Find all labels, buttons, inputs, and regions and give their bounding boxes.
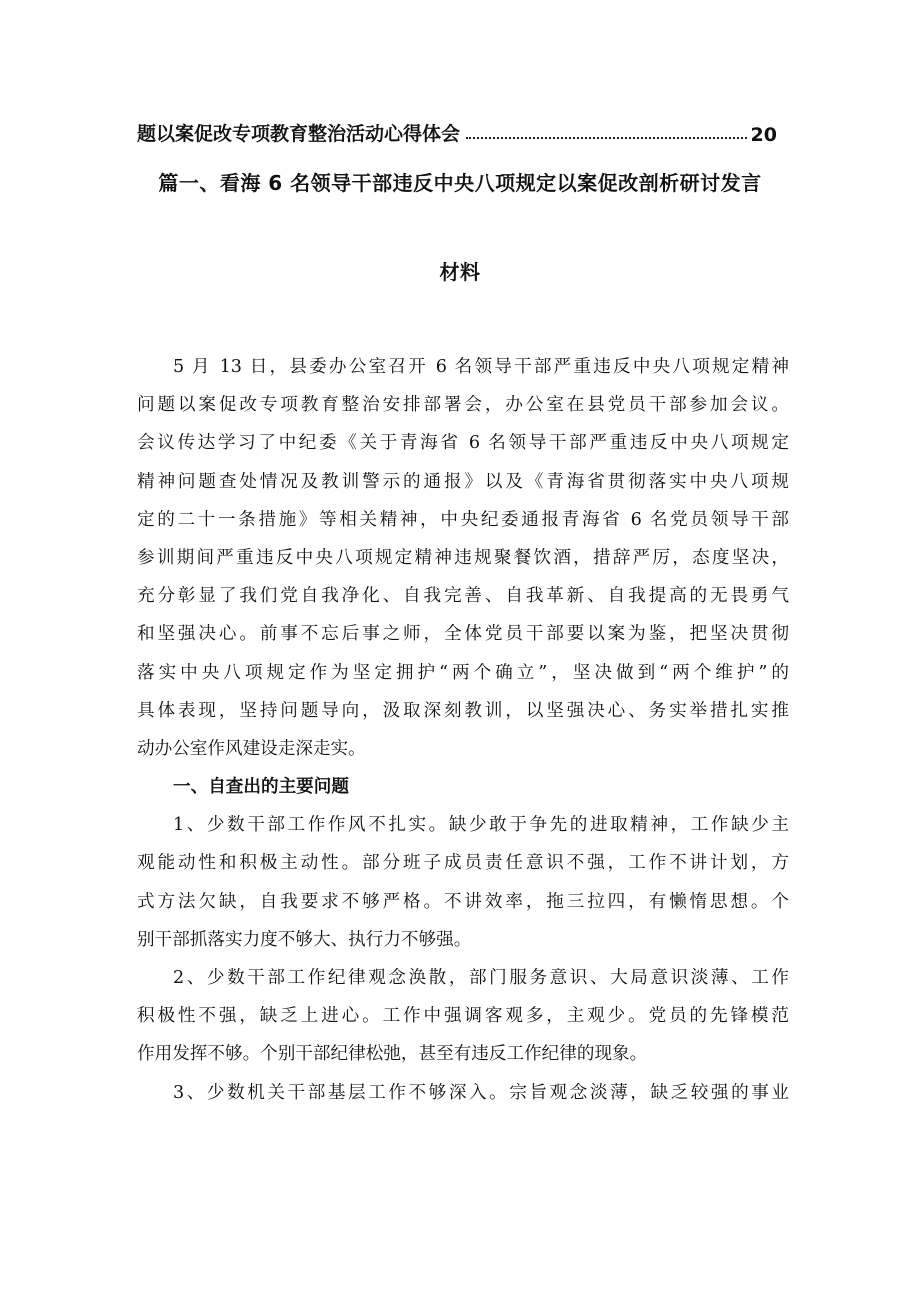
document-title-line-2: 材料 <box>439 260 481 284</box>
paragraph-line: 积极性不强，缺乏上进心。工作中强调客观多，主观少。党员的先锋模范 <box>137 1006 789 1027</box>
paragraph-line: 充分彰显了我们党自我净化、自我完善、自我革新、自我提高的无畏勇气 <box>137 586 789 607</box>
toc-page-number: 20 <box>750 124 777 146</box>
paragraph-line: 别干部抓落实力度不够大、执行力不够强。 <box>137 929 472 950</box>
paragraph-line: 5 月 13 日，县委办公室召开 6 名领导干部严重违反中央八项规定精神 <box>173 357 789 377</box>
paragraph-line: 3、少数机关干部基层工作不够深入。宗旨观念淡薄，缺乏较强的事业 <box>173 1082 789 1103</box>
document-body <box>137 348 789 1112</box>
toc-leader-dots <box>466 137 747 139</box>
paragraph-line: 参训期间严重违反中央八项规定精神违规聚餐饮酒，措辞严厉，态度坚决， <box>137 547 789 568</box>
paragraph-line: 2、少数干部工作纪律观念涣散，部门服务意识、大局意识淡薄、工作 <box>173 968 789 988</box>
document-title-line-1: 篇一、看海 6 名领导干部违反中央八项规定以案促改剖析研讨发言 <box>158 171 762 195</box>
toc-entry-text: 题以案促改专项教育整治活动心得体会 <box>137 123 461 145</box>
paragraph-line: 作用发挥不够。个别干部纪律松弛，甚至有违反工作纪律的现象。 <box>137 1044 648 1065</box>
paragraph-line: 观能动性和积极主动性。部分班子成员责任意识不强，工作不讲计划，方 <box>137 853 789 874</box>
toc-entry[interactable] <box>137 114 777 146</box>
paragraph-line: 问题以案促改专项教育整治安排部署会，办公室在县党员干部参加会议。 <box>137 395 789 416</box>
paragraph-line: 会议传达学习了中纪委《关于青海省 6 名领导干部严重违反中央八项规定 <box>137 433 789 454</box>
section-heading: 一、自查出的主要问题 <box>173 777 349 798</box>
paragraph-line: 落实中央八项规定作为坚定拥护“两个确立”，坚决做到“两个维护”的 <box>137 662 789 683</box>
paragraph-line: 定的二十一条措施》等相关精神，中央纪委通报青海省 6 名党员领导干部 <box>137 509 789 530</box>
paragraph-line: 具体表现，坚持问题导向，汲取深刻教训，以坚强决心、务实举措扎实推 <box>137 700 789 721</box>
paragraph-line: 动办公室作风建设走深走实。 <box>137 738 366 759</box>
paragraph-line: 精神问题查处情况及教训警示的通报》以及《青海省贯彻落实中央八项规 <box>137 471 789 492</box>
paragraph-line: 1、少数干部工作作风不扎实。缺少敢于争先的进取精神，工作缺少主 <box>173 815 789 836</box>
paragraph-line: 和坚强决心。前事不忘后事之师，全体党员干部要以案为鉴，把坚决贯彻 <box>137 624 789 645</box>
paragraph-line: 式方法欠缺，自我要求不够严格。不讲效率，拖三拉四，有懒惰思想。个 <box>137 891 789 912</box>
